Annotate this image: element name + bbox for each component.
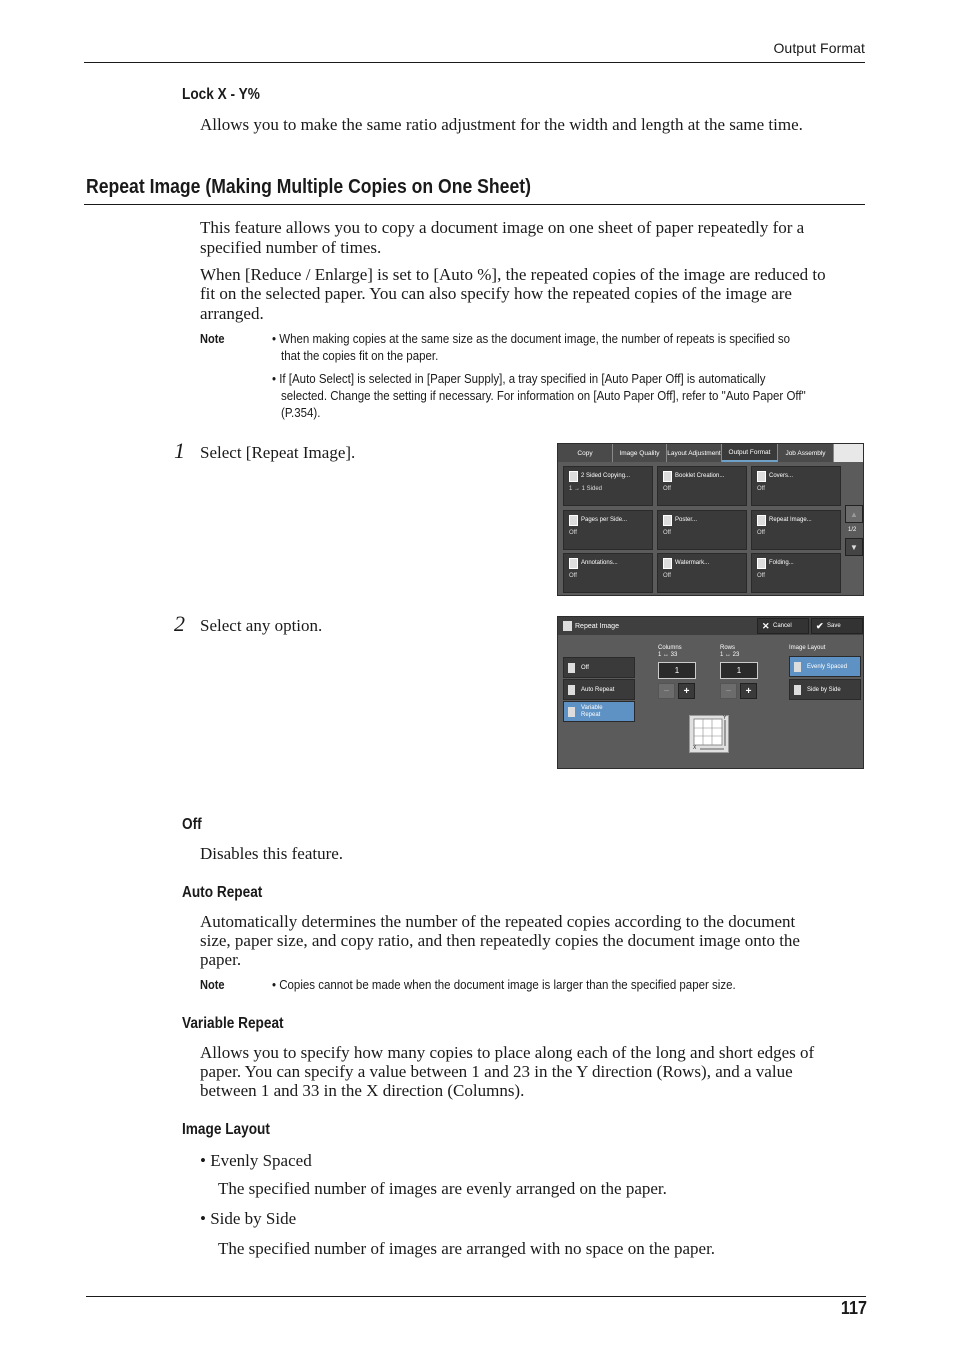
lock-heading: Lock X - Y% — [182, 86, 260, 103]
auto-repeat-heading: Auto Repeat — [182, 884, 263, 901]
chevron-down-icon: ▼ — [850, 542, 858, 552]
auto-line-3: arranged. — [200, 304, 264, 323]
tile-annotations[interactable] — [563, 553, 653, 593]
check-icon: ✔ — [816, 621, 824, 631]
side-by-side-text: The specified number of images are arranged with no space on the paper. — [218, 1239, 716, 1258]
pages-per-side-icon — [569, 515, 578, 526]
auto-repeat-line-3: paper. — [200, 950, 242, 969]
columns-minus-button[interactable]: − — [658, 683, 675, 699]
note-label: Note — [200, 331, 225, 346]
tab-layout-adjustment[interactable]: Layout Adjustment — [667, 444, 722, 462]
image-layout-heading: Image Layout — [182, 1121, 270, 1138]
tile-watermark[interactable] — [657, 553, 747, 593]
auto-line-2: fit on the selected paper. You can also specify how the repeated copies of the image are — [200, 284, 792, 303]
screen-title: Repeat Image — [575, 623, 619, 630]
scroll-down-button[interactable] — [845, 538, 863, 556]
axis-y-label: Y — [723, 715, 727, 721]
repeat-image-icon — [757, 515, 766, 526]
covers-icon — [757, 471, 766, 482]
tile-title: Poster... — [675, 517, 698, 523]
tab-image-quality[interactable]: Image Quality — [613, 444, 667, 462]
poster-icon — [663, 515, 672, 526]
tile-status: Off — [569, 573, 577, 579]
tile-2-sided-copying[interactable] — [563, 466, 653, 506]
option-off[interactable] — [563, 657, 635, 678]
screen-title-bar — [558, 617, 864, 635]
columns-range: 1 ↔ 33 — [658, 652, 678, 658]
header-rule — [84, 62, 865, 63]
auto-note-label: Note — [200, 977, 225, 992]
rows-range: 1 ↔ 23 — [720, 652, 740, 658]
columns-plus-button[interactable]: + — [678, 683, 695, 699]
tile-status: Off — [663, 530, 671, 536]
tile-status: Off — [757, 486, 765, 492]
off-heading: Off — [182, 816, 202, 833]
note-2-line-2: selected. Change the setting if necessary. For information on [Auto Paper Off], refer to "Auto Paper Off" — [281, 389, 806, 403]
cancel-button[interactable] — [757, 618, 809, 634]
variable-repeat-icon — [568, 707, 575, 717]
annotations-icon — [569, 558, 578, 569]
section-rule — [84, 204, 865, 205]
tile-pages-per-side[interactable] — [563, 510, 653, 550]
bullet-evenly-spaced: • Evenly Spaced — [200, 1151, 312, 1170]
layout-label: Side by Side — [807, 687, 841, 693]
layout-side-by-side[interactable] — [789, 679, 861, 700]
lock-text: Allows you to make the same ratio adjustment for the width and length at the same time. — [200, 115, 803, 134]
option-label: Off — [581, 665, 589, 671]
off-text: Disables this feature. — [200, 844, 344, 863]
evenly-spaced-icon — [794, 662, 801, 672]
tile-status: Off — [757, 530, 765, 536]
option-variable-repeat[interactable] — [563, 701, 635, 722]
rows-plus-button[interactable]: + — [740, 683, 757, 699]
section-heading: Repeat Image (Making Multiple Copies on One Sheet) — [86, 176, 531, 198]
repeat-image-icon — [563, 621, 572, 631]
tile-status: 1 → 1 Sided — [569, 486, 603, 492]
tile-title: Pages per Side... — [581, 517, 628, 523]
tile-title: Watermark... — [675, 560, 710, 566]
tile-booklet-creation[interactable] — [657, 466, 747, 506]
evenly-spaced-text: The specified number of images are evenly arranged on the paper. — [218, 1179, 667, 1198]
intro-line-2: specified number of times. — [200, 238, 382, 257]
image-layout-label: Image Layout — [789, 645, 826, 651]
tile-title: Covers... — [769, 473, 794, 479]
tile-status: Off — [757, 573, 765, 579]
tab-bar-filler — [834, 444, 863, 462]
note-1-line-1: • When making copies at the same size as the document image, the number of repeats is specified so — [272, 332, 790, 346]
page-number: 117 — [840, 1298, 867, 1318]
watermark-icon — [663, 558, 672, 569]
tile-title: 2 Sided Copying... — [581, 473, 631, 479]
off-icon — [568, 663, 575, 673]
tile-title: Repeat Image... — [769, 517, 812, 523]
tile-status: Off — [663, 573, 671, 579]
folding-icon — [757, 558, 766, 569]
tab-copy[interactable]: Copy — [558, 444, 613, 462]
tile-covers[interactable] — [751, 466, 841, 506]
layout-preview — [689, 715, 729, 753]
layout-evenly-spaced[interactable] — [789, 656, 861, 677]
note-2-line-3: (P.354). — [281, 406, 321, 420]
option-label: Variable Repeat — [581, 705, 603, 718]
running-header: Output Format — [773, 40, 865, 56]
tile-status: Off — [569, 530, 577, 536]
option-auto-repeat[interactable] — [563, 679, 635, 700]
tile-title: Booklet Creation... — [675, 473, 725, 479]
intro-line-1: This feature allows you to copy a document image on one sheet of paper repeatedly for a — [200, 218, 805, 237]
step-1-number: 1 — [174, 438, 185, 463]
variable-repeat-line-1: Allows you to specify how many copies to place along each of the long and short edges of — [200, 1043, 815, 1062]
repeat-image-screen — [557, 616, 864, 769]
rows-label: Rows — [720, 645, 736, 651]
step-2-number: 2 — [174, 611, 185, 636]
copy-features-screen — [557, 443, 864, 596]
tile-poster[interactable] — [657, 510, 747, 550]
cancel-label: Cancel — [773, 623, 792, 629]
auto-repeat-line-2: size, paper size, and copy ratio, and then repeatedly copies the document image onto the — [200, 931, 800, 950]
tab-output-format[interactable]: Output Format — [722, 444, 778, 462]
tile-repeat-image[interactable] — [751, 510, 841, 550]
columns-label: Columns — [658, 645, 682, 651]
layout-label: Evenly Spaced — [807, 664, 848, 670]
scroll-up-button[interactable] — [845, 505, 863, 523]
tab-job-assembly[interactable]: Job Assembly — [778, 444, 834, 462]
axis-x-label: X — [693, 745, 697, 751]
tab-bar — [558, 444, 863, 462]
columns-input[interactable]: 1 — [658, 662, 696, 679]
tile-status: Off — [663, 486, 671, 492]
auto-repeat-line-1: Automatically determines the number of the repeated copies according to the document — [200, 912, 796, 931]
auto-note-text: • Copies cannot be made when the document image is larger than the specified paper size. — [272, 978, 736, 992]
rows-input[interactable]: 1 — [720, 662, 758, 679]
note-2-line-1: • If [Auto Select] is selected in [Paper Supply], a tray specified in [Auto Paper Off] is automatically — [272, 372, 766, 386]
variable-repeat-heading: Variable Repeat — [182, 1015, 284, 1032]
auto-line-1: When [Reduce / Enlarge] is set to [Auto %], the repeated copies of the image are reduced to — [200, 265, 826, 284]
chevron-up-icon: ▲ — [850, 509, 858, 519]
tile-title: Folding... — [769, 560, 794, 566]
option-label: Auto Repeat — [581, 687, 615, 693]
tile-title: Annotations... — [581, 560, 618, 566]
note-1-line-2: that the copies fit on the paper. — [281, 349, 439, 363]
page-indicator: 1/2 — [848, 527, 857, 533]
variable-repeat-line-2: paper. You can specify a value between 1 and 23 in the Y direction (Rows), and a value — [200, 1062, 793, 1081]
save-button[interactable] — [811, 618, 863, 634]
document-icon — [569, 471, 578, 482]
step-1-text: Select [Repeat Image]. — [200, 443, 356, 462]
tile-folding[interactable] — [751, 553, 841, 593]
bullet-side-by-side: • Side by Side — [200, 1209, 297, 1228]
save-label: Save — [827, 623, 841, 629]
booklet-icon — [663, 471, 672, 482]
auto-repeat-icon — [568, 685, 575, 695]
step-2-text: Select any option. — [200, 616, 323, 635]
variable-repeat-line-3: between 1 and 33 in the X direction (Columns). — [200, 1081, 525, 1100]
footer-rule — [86, 1296, 866, 1297]
close-icon: ✕ — [762, 621, 770, 631]
rows-minus-button[interactable]: − — [720, 683, 737, 699]
side-by-side-icon — [794, 685, 801, 695]
